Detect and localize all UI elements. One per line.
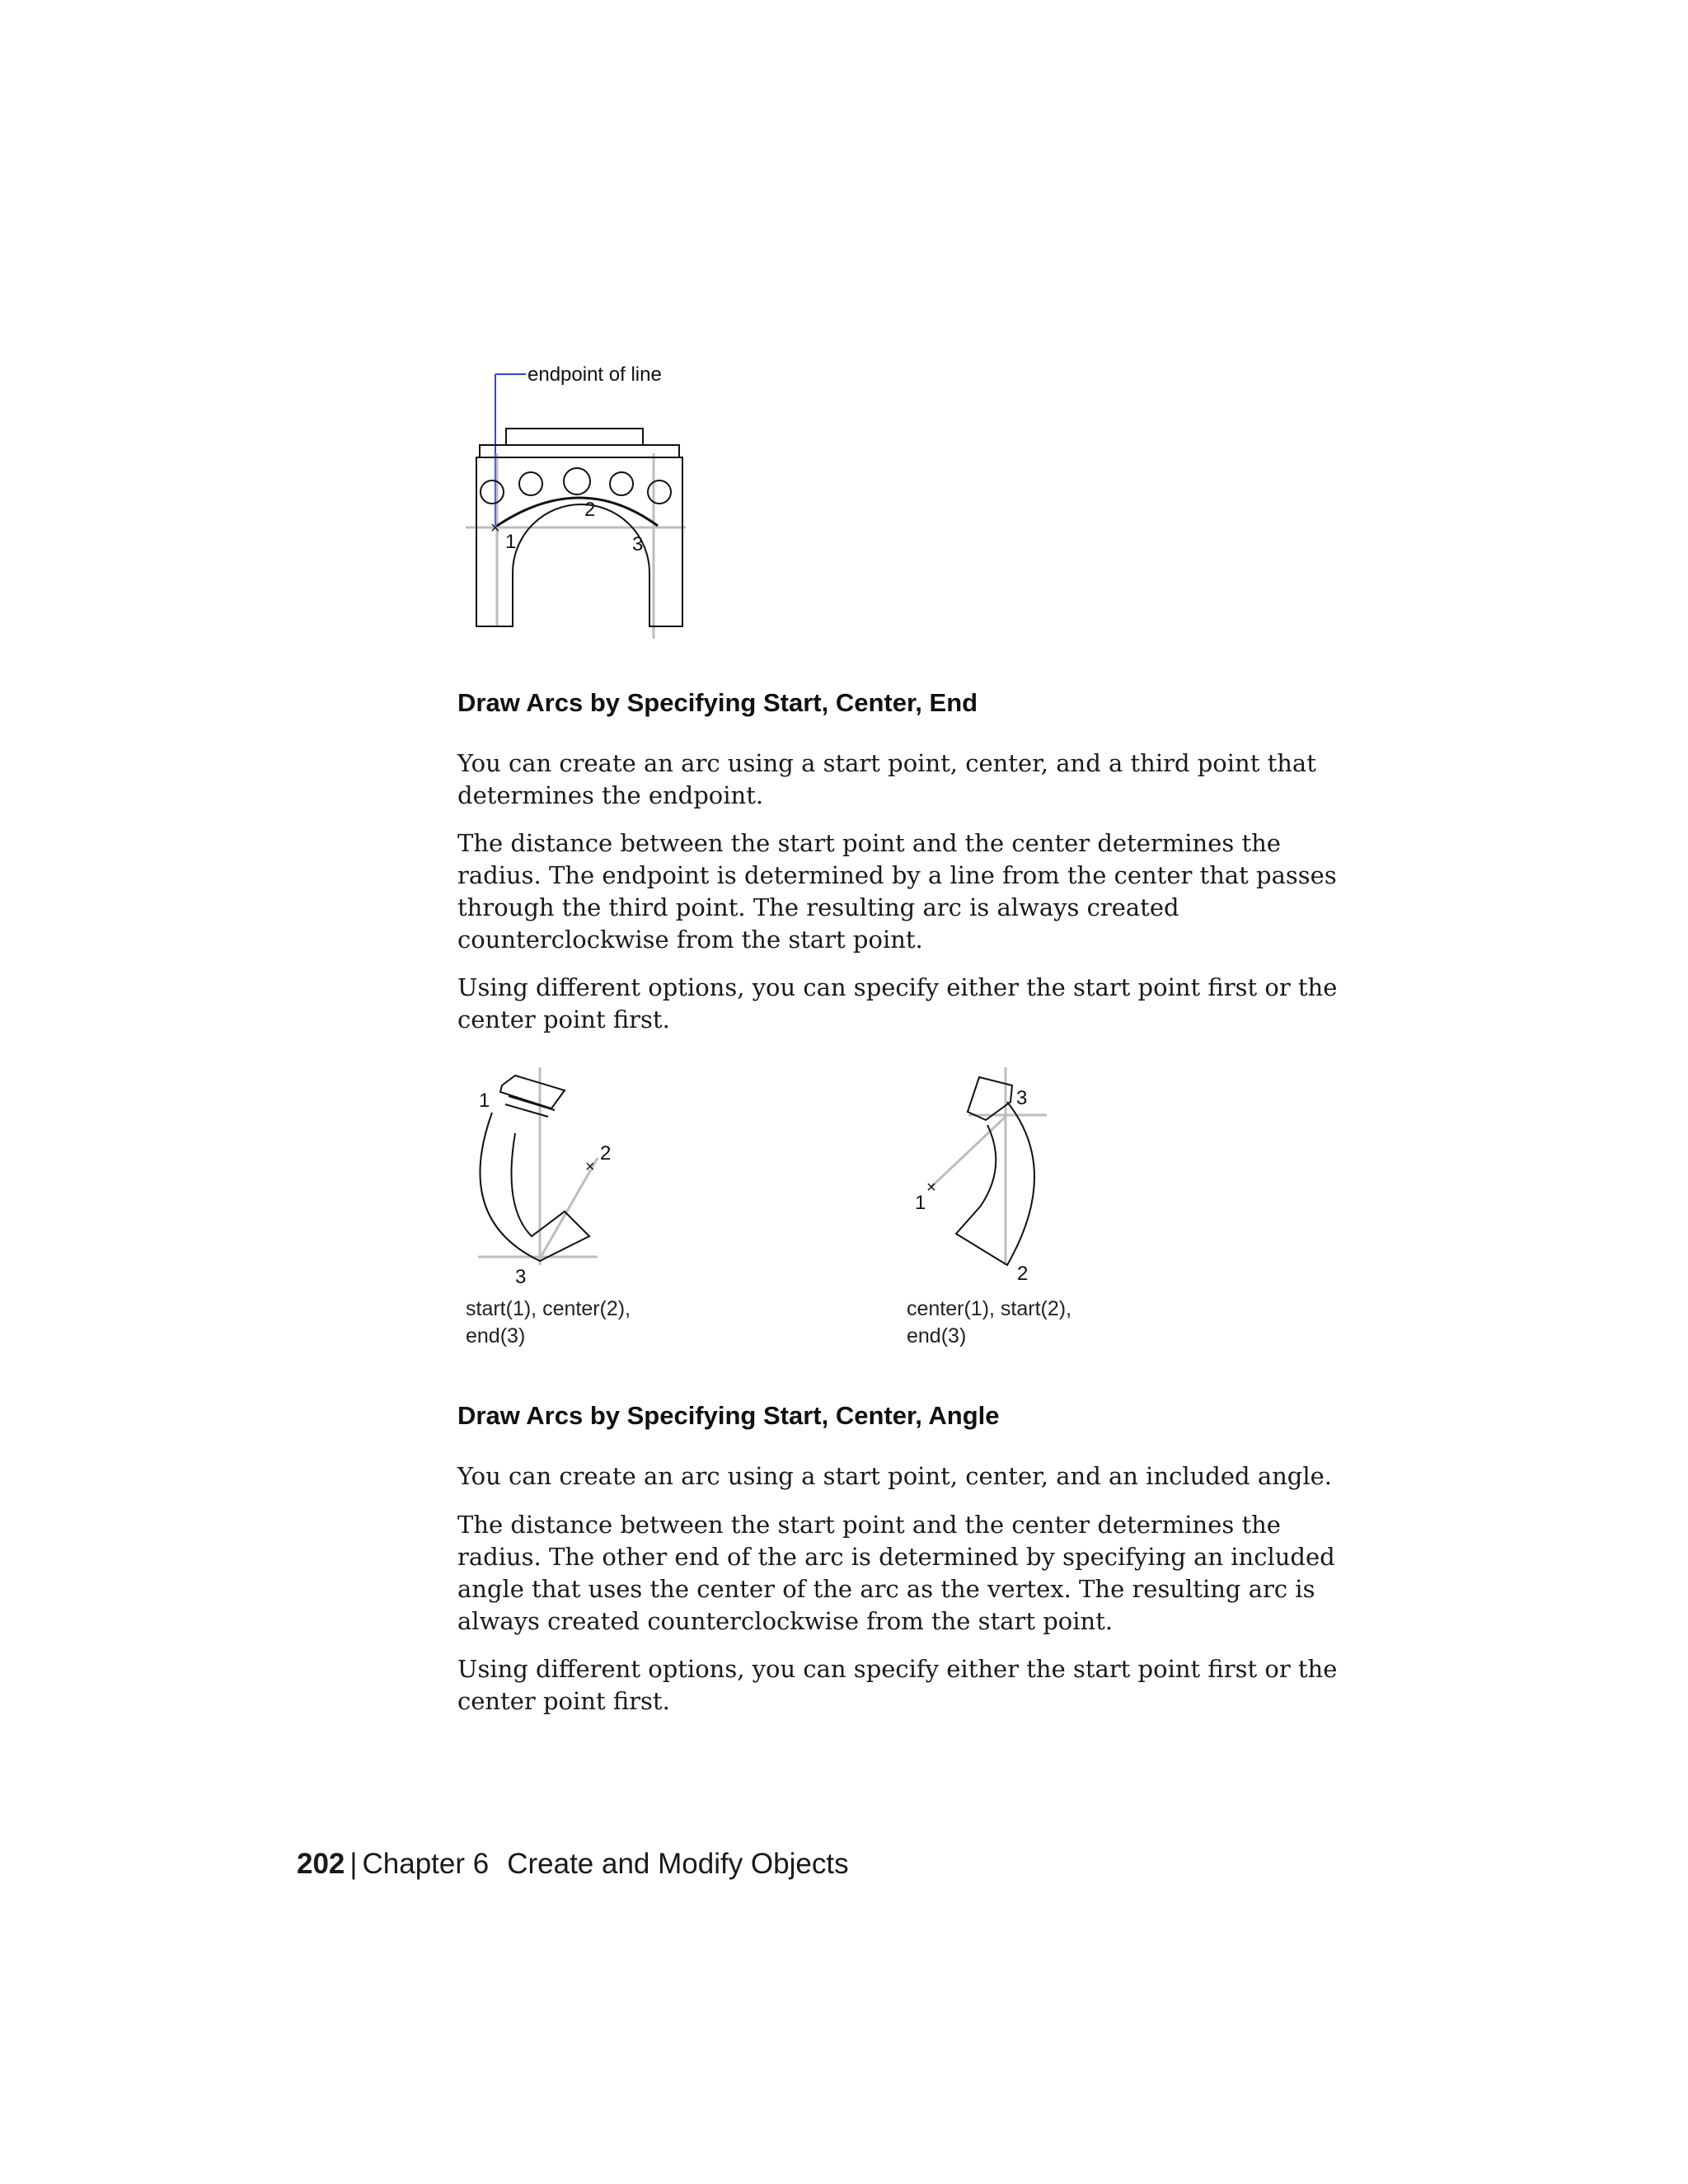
decor-circle-5 (648, 480, 671, 504)
decor-circle-3 (564, 468, 590, 494)
arc-figure-start-center-end (466, 1067, 663, 1290)
paragraph: Using different options, you can specify either the start point first or the center point first. (457, 973, 1338, 1033)
point-label-2: 2 (600, 1142, 612, 1165)
arc-top-cap (500, 1076, 565, 1117)
paragraph: Using different options, you can specify either the start point first or the center point first. (457, 1655, 1338, 1715)
arc-start-center-end (497, 498, 658, 526)
callout-endpoint-of-line: endpoint of line (528, 363, 662, 386)
section-heading-start-center-end: Draw Arcs by Specifying Start, Center, End (457, 688, 978, 717)
point-label-1: 1 (479, 1090, 490, 1112)
section-heading-start-center-angle: Draw Arcs by Specifying Start, Center, Angle (457, 1401, 1000, 1430)
archway-cornice (480, 445, 679, 457)
paragraph: The distance between the start point and the center determines the radius. The endpoint is determined by a line from the center that passes through the third point. The resulting arc is always created counterclockwise from the start point. (457, 829, 1337, 954)
footer-chapter-title: Create and Modify Objects (507, 1848, 849, 1880)
page-footer (297, 1848, 849, 1881)
point-marker-1: × (926, 1179, 936, 1197)
point-label-3: 3 (515, 1266, 527, 1288)
point-label-3: 3 (1016, 1087, 1028, 1109)
point-marker-2: × (585, 1158, 595, 1176)
figure-caption-right: center(1), start(2), end(3) (907, 1297, 1072, 1347)
arc-body (480, 1113, 589, 1261)
point-label-1: 1 (505, 531, 517, 553)
point-marker-1: × (490, 519, 500, 537)
figure-caption-left: start(1), center(2), end(3) (466, 1297, 631, 1347)
archway-top-block (506, 429, 643, 445)
paragraph: You can create an arc using a start point, center, and a third point that determines the endpoint. (457, 749, 1316, 809)
point-label-2: 2 (1017, 1263, 1029, 1285)
paragraph: The distance between the start point and the center determines the radius. The other end of the arc is determined by specifying an included angle that uses the center of the arc as the vertex. The resulting arc is always created counterclockwise from the start point. (457, 1511, 1335, 1635)
page-number: 202 (297, 1848, 345, 1880)
footer-chapter: Chapter 6 (362, 1848, 490, 1880)
decor-circle-2 (519, 472, 542, 495)
point-label-3: 3 (632, 533, 644, 555)
archway-figure (462, 354, 709, 643)
point-label-2: 2 (584, 499, 596, 521)
point-label-1: 1 (915, 1192, 926, 1214)
arc-figure-center-start-end (907, 1067, 1104, 1290)
footer-separator: | (349, 1848, 358, 1880)
decor-circle-4 (610, 472, 633, 495)
paragraph: You can create an arc using a start point, center, and an included angle. (457, 1462, 1333, 1490)
decor-circle-1 (481, 480, 504, 504)
